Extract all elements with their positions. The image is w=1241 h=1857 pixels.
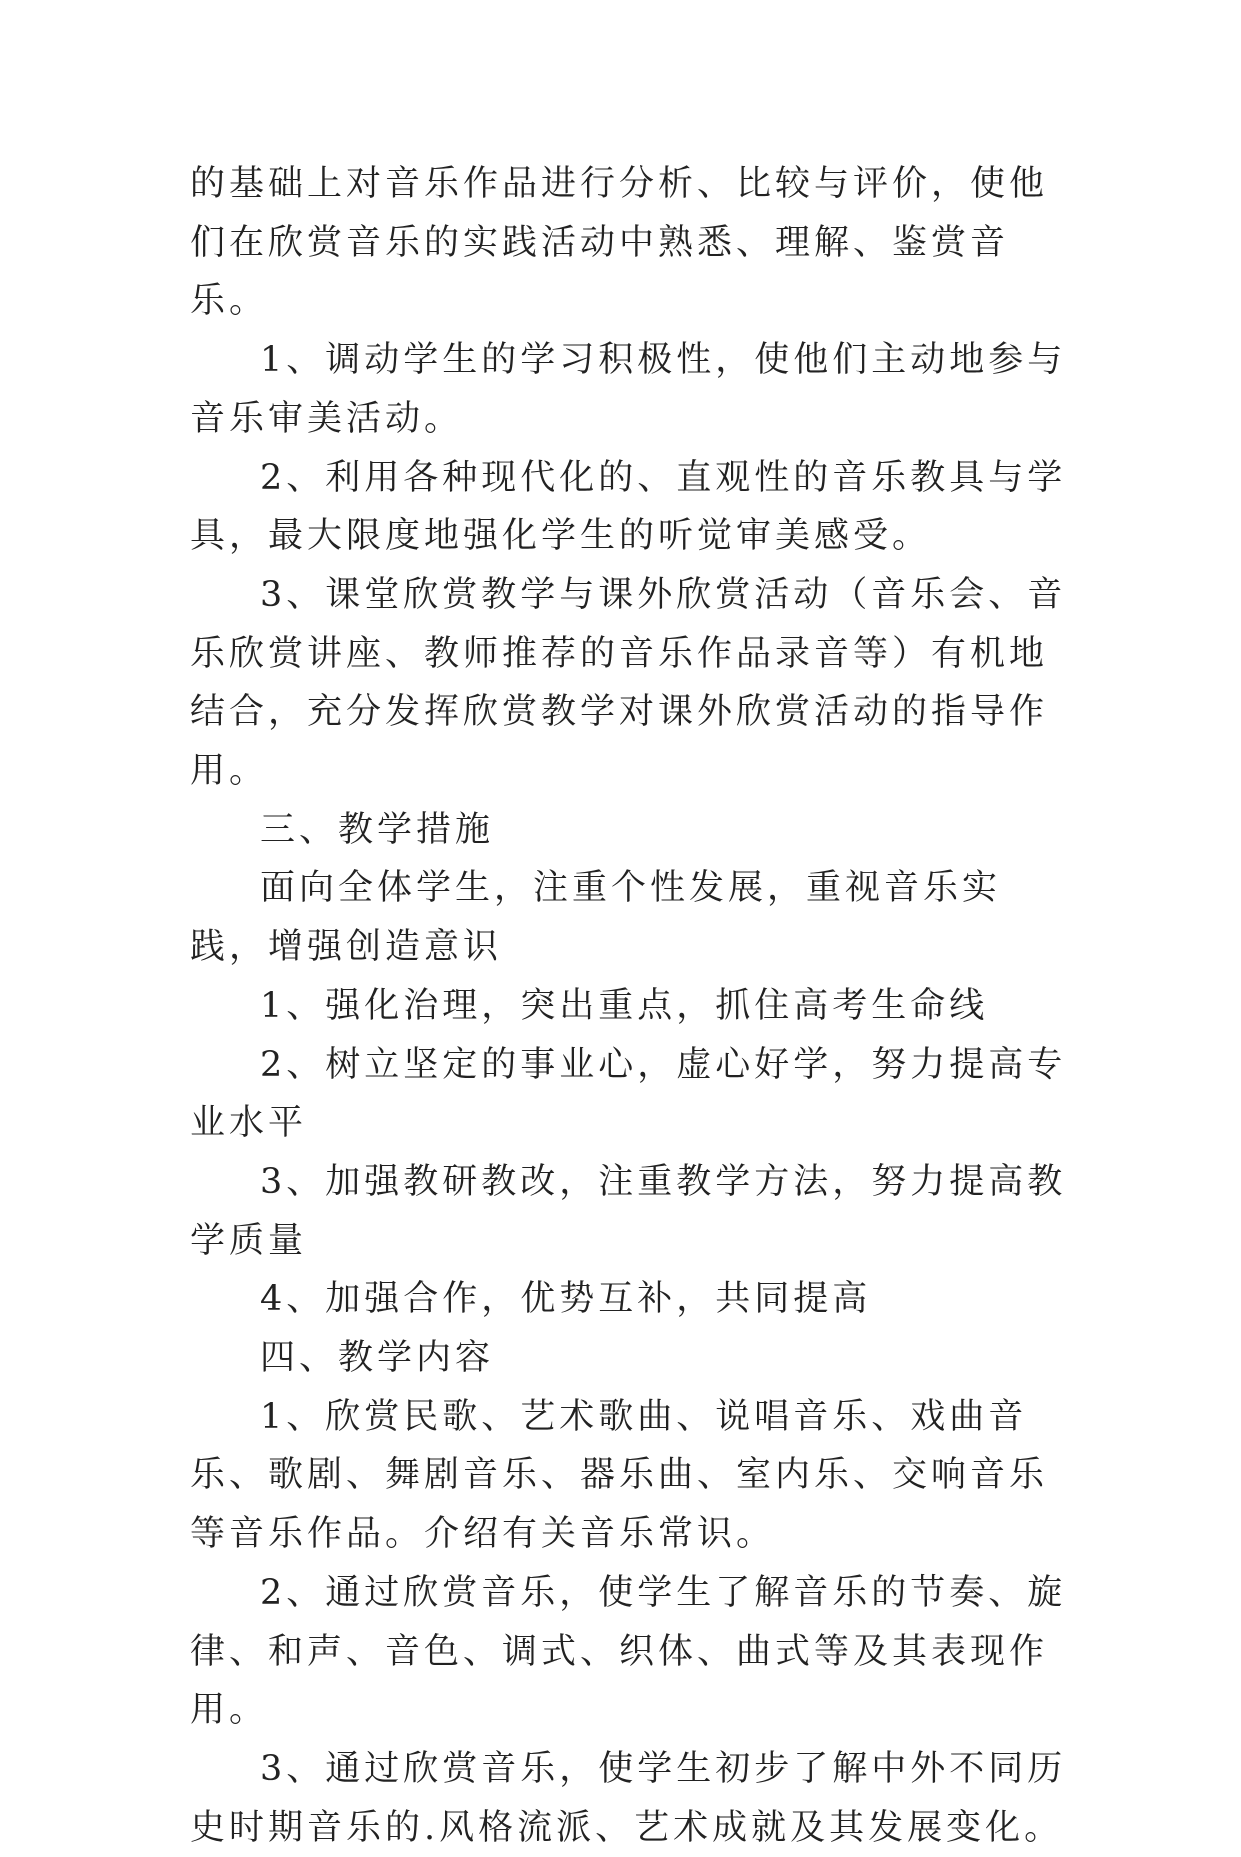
- measure-item-4: 4、加强合作，优势互补，共同提高: [260, 1279, 872, 1320]
- paragraph-item-3: 3、课堂欣赏教学与课外欣赏活动（音乐会、音乐欣赏讲座、教师推荐的音乐作品录音等）有机地结合，充分发挥欣赏教学对课外欣赏活动的指导作用。: [190, 574, 1067, 792]
- content-item-3: 3、通过欣赏音乐，使学生初步了解中外不同历史时期音乐的.风格流派、艺术成就及其发展变化。: [190, 1748, 1067, 1848]
- paragraph-item-2: 2、利用各种现代化的、直观性的音乐教具与学具，最大限度地强化学生的听觉审美感受。: [190, 457, 1067, 557]
- section-heading-teaching-content: 四、教学内容: [260, 1338, 495, 1379]
- measure-item-2: 2、树立坚定的事业心，虚心好学，努力提高专业水平: [190, 1044, 1067, 1144]
- paragraph-item-1: 1、调动学生的学习积极性，使他们主动地参与音乐审美活动。: [190, 340, 1067, 439]
- measure-item-1: 1、强化治理，突出重点，抓住高考生命线: [260, 985, 989, 1026]
- content-item-1: 1、欣赏民歌、艺术歌曲、说唱音乐、戏曲音乐、歌剧、舞剧音乐、器乐曲、室内乐、交响音乐等音乐作品。介绍有关音乐常识。: [190, 1396, 1049, 1555]
- section-heading-teaching-measures: 三、教学措施: [260, 809, 495, 850]
- paragraph-measures-intro: 面向全体学生，注重个性发展，重视音乐实践，增强创造意识: [190, 868, 1002, 968]
- paragraph-continuation: 的基础上对音乐作品进行分析、比较与评价，使他们在欣赏音乐的实践活动中熟悉、理解、鉴赏音乐。: [190, 164, 1049, 322]
- content-item-2: 2、通过欣赏音乐，使学生了解音乐的节奏、旋律、和声、音色、调式、织体、曲式等及其表现作用。: [190, 1572, 1067, 1731]
- measure-item-3: 3、加强教研教改，注重教学方法，努力提高教学质量: [190, 1161, 1067, 1261]
- body-text: [190, 155, 1070, 1857]
